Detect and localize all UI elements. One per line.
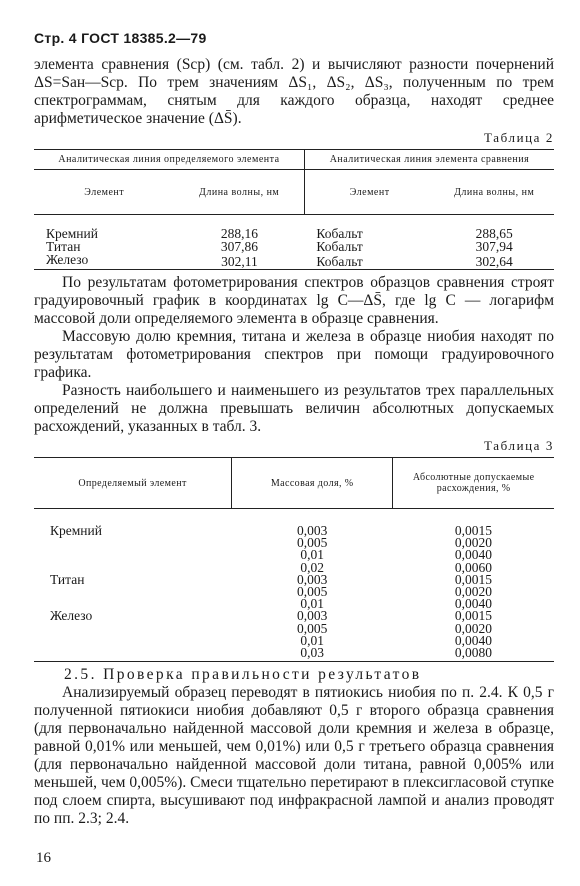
paragraph-mass-fraction: Массовую долю кремния, титана и железа в образце ниобия находят по результатам фотометрирования спектров при помощи градуировочного графика. xyxy=(34,328,554,381)
table2-caption: Таблица 2 xyxy=(484,130,554,145)
table2-col-element: Элемент xyxy=(34,170,174,215)
cell-mass: 0,01 xyxy=(300,596,324,612)
table-row xyxy=(34,253,554,270)
cell-mass: 0,003 xyxy=(297,523,328,538)
page-number: 16 xyxy=(36,850,51,866)
table-row xyxy=(34,240,554,253)
cell-element: Титан xyxy=(46,239,81,254)
cell-wavelength: 302,11 xyxy=(174,253,304,270)
cell-abs: 0,0020 xyxy=(454,584,492,600)
final-paragraph: Анализируемый образец переводят в пятиокись ниобия по п. 2.4. К 0,5 г полученной пятиокиси ниобия добавляют 0,5 г второго образца сравнения (для первоначально найденной массовой доли кремния и железа в образце, равной 0,01% или меньшей, чем 0,01%) или 0,5 г третьего образца сравнения (для первоначально найденной массовой доли титана, равной 0,005% или меньшей, чем 0,005%). Смеси тщательно перетирают в плексигласовой ступке под слоем спирта, высушивают под инфракрасной лампой и анализ проводят по пп. 2.3; 2.4. xyxy=(34,684,554,828)
document-page xyxy=(34,30,554,828)
cell-abs: 0,0060 xyxy=(454,559,492,575)
table3-col-abs: Абсолютные допускаемые расхождения, % xyxy=(393,458,554,509)
cell-ref-wavelength: 307,94 xyxy=(475,239,513,254)
table2-group-left: Аналитическая линия определяемого элемента xyxy=(34,150,304,170)
cell-abs: 0,0080 xyxy=(393,647,554,662)
section-title: 2.5. Проверка правильности результатов xyxy=(64,666,422,684)
cell-mass: 0,02 xyxy=(300,559,324,575)
cell-abs: 0,0040 xyxy=(454,596,492,612)
cell-mass: 0,01 xyxy=(300,632,324,648)
cell-mass: 0,003 xyxy=(297,571,328,587)
cell-mass: 0,03 xyxy=(232,647,393,662)
cell-wavelength: 288,16 xyxy=(220,226,258,241)
table3-col-element: Определяемый элемент xyxy=(34,458,232,509)
cell-abs: 0,0040 xyxy=(454,632,492,648)
page-header: Стр. 4 ГОСТ 18385.2—79 xyxy=(34,30,207,46)
paragraph-difference: Разность наибольшего и наименьшего из результатов трех параллельных определений не должна превышать величин абсолютных допускаемых расхождений, указанных в табл. 3. xyxy=(34,382,554,435)
cell-ref-wavelength: 302,64 xyxy=(434,253,554,270)
cell-element: Титан xyxy=(50,571,85,587)
table2-col-ref-wavelength: Длина волны, нм xyxy=(434,170,554,215)
table3-col-mass: Массовая доля, % xyxy=(232,458,393,509)
cell-mass: 0,005 xyxy=(297,620,328,636)
table2-col-ref-element: Элемент xyxy=(304,170,434,215)
cell-ref-wavelength: 288,65 xyxy=(475,226,513,241)
cell-element: Кремний xyxy=(46,226,98,241)
cell-element: Железо xyxy=(34,253,174,270)
cell-element: Кремний xyxy=(50,523,102,538)
table-2 xyxy=(34,149,554,270)
cell-ref-element: Кобальт xyxy=(316,239,363,254)
cell-ref-element: Кобальт xyxy=(304,253,434,270)
cell-mass: 0,005 xyxy=(297,535,328,551)
table2-group-right: Аналитическая линия элемента сравнения xyxy=(304,150,554,170)
cell-abs: 0,0020 xyxy=(454,535,492,551)
table3-caption: Таблица 3 xyxy=(484,438,554,453)
cell-abs: 0,0020 xyxy=(454,620,492,636)
cell-abs: 0,0040 xyxy=(454,547,492,563)
cell-mass: 0,01 xyxy=(300,547,324,563)
cell-wavelength: 307,86 xyxy=(220,239,258,254)
cell-ref-element: Кобальт xyxy=(316,226,363,241)
cell-abs: 0,0015 xyxy=(454,523,492,538)
paragraph-graph: По результатам фотометрирования спектров образцов сравнения строят градуировочный график в координатах lg C—ΔS̄, где lg C — логарифм массовой доли определяемого элемента в образце сравнения. xyxy=(34,274,554,327)
table-3 xyxy=(34,457,554,662)
intro-paragraph: элемента сравнения (Sср) (см. табл. 2) и вычисляют разности почернений ΔS=Sан—Sср. По трем значениям ΔS₁, ΔS₂, ΔS₃, полученным по трем спектрограммам, снятым для каждого образца, находят среднее арифметическое значение (ΔS̄). xyxy=(34,56,554,127)
table2-col-wavelength: Длина волны, нм xyxy=(174,170,304,215)
cell-abs: 0,0015 xyxy=(454,608,492,624)
cell-mass: 0,005 xyxy=(297,584,328,600)
cell-abs: 0,0015 xyxy=(454,571,492,587)
cell-element: Железо xyxy=(34,610,232,661)
cell-mass: 0,003 xyxy=(297,608,328,624)
